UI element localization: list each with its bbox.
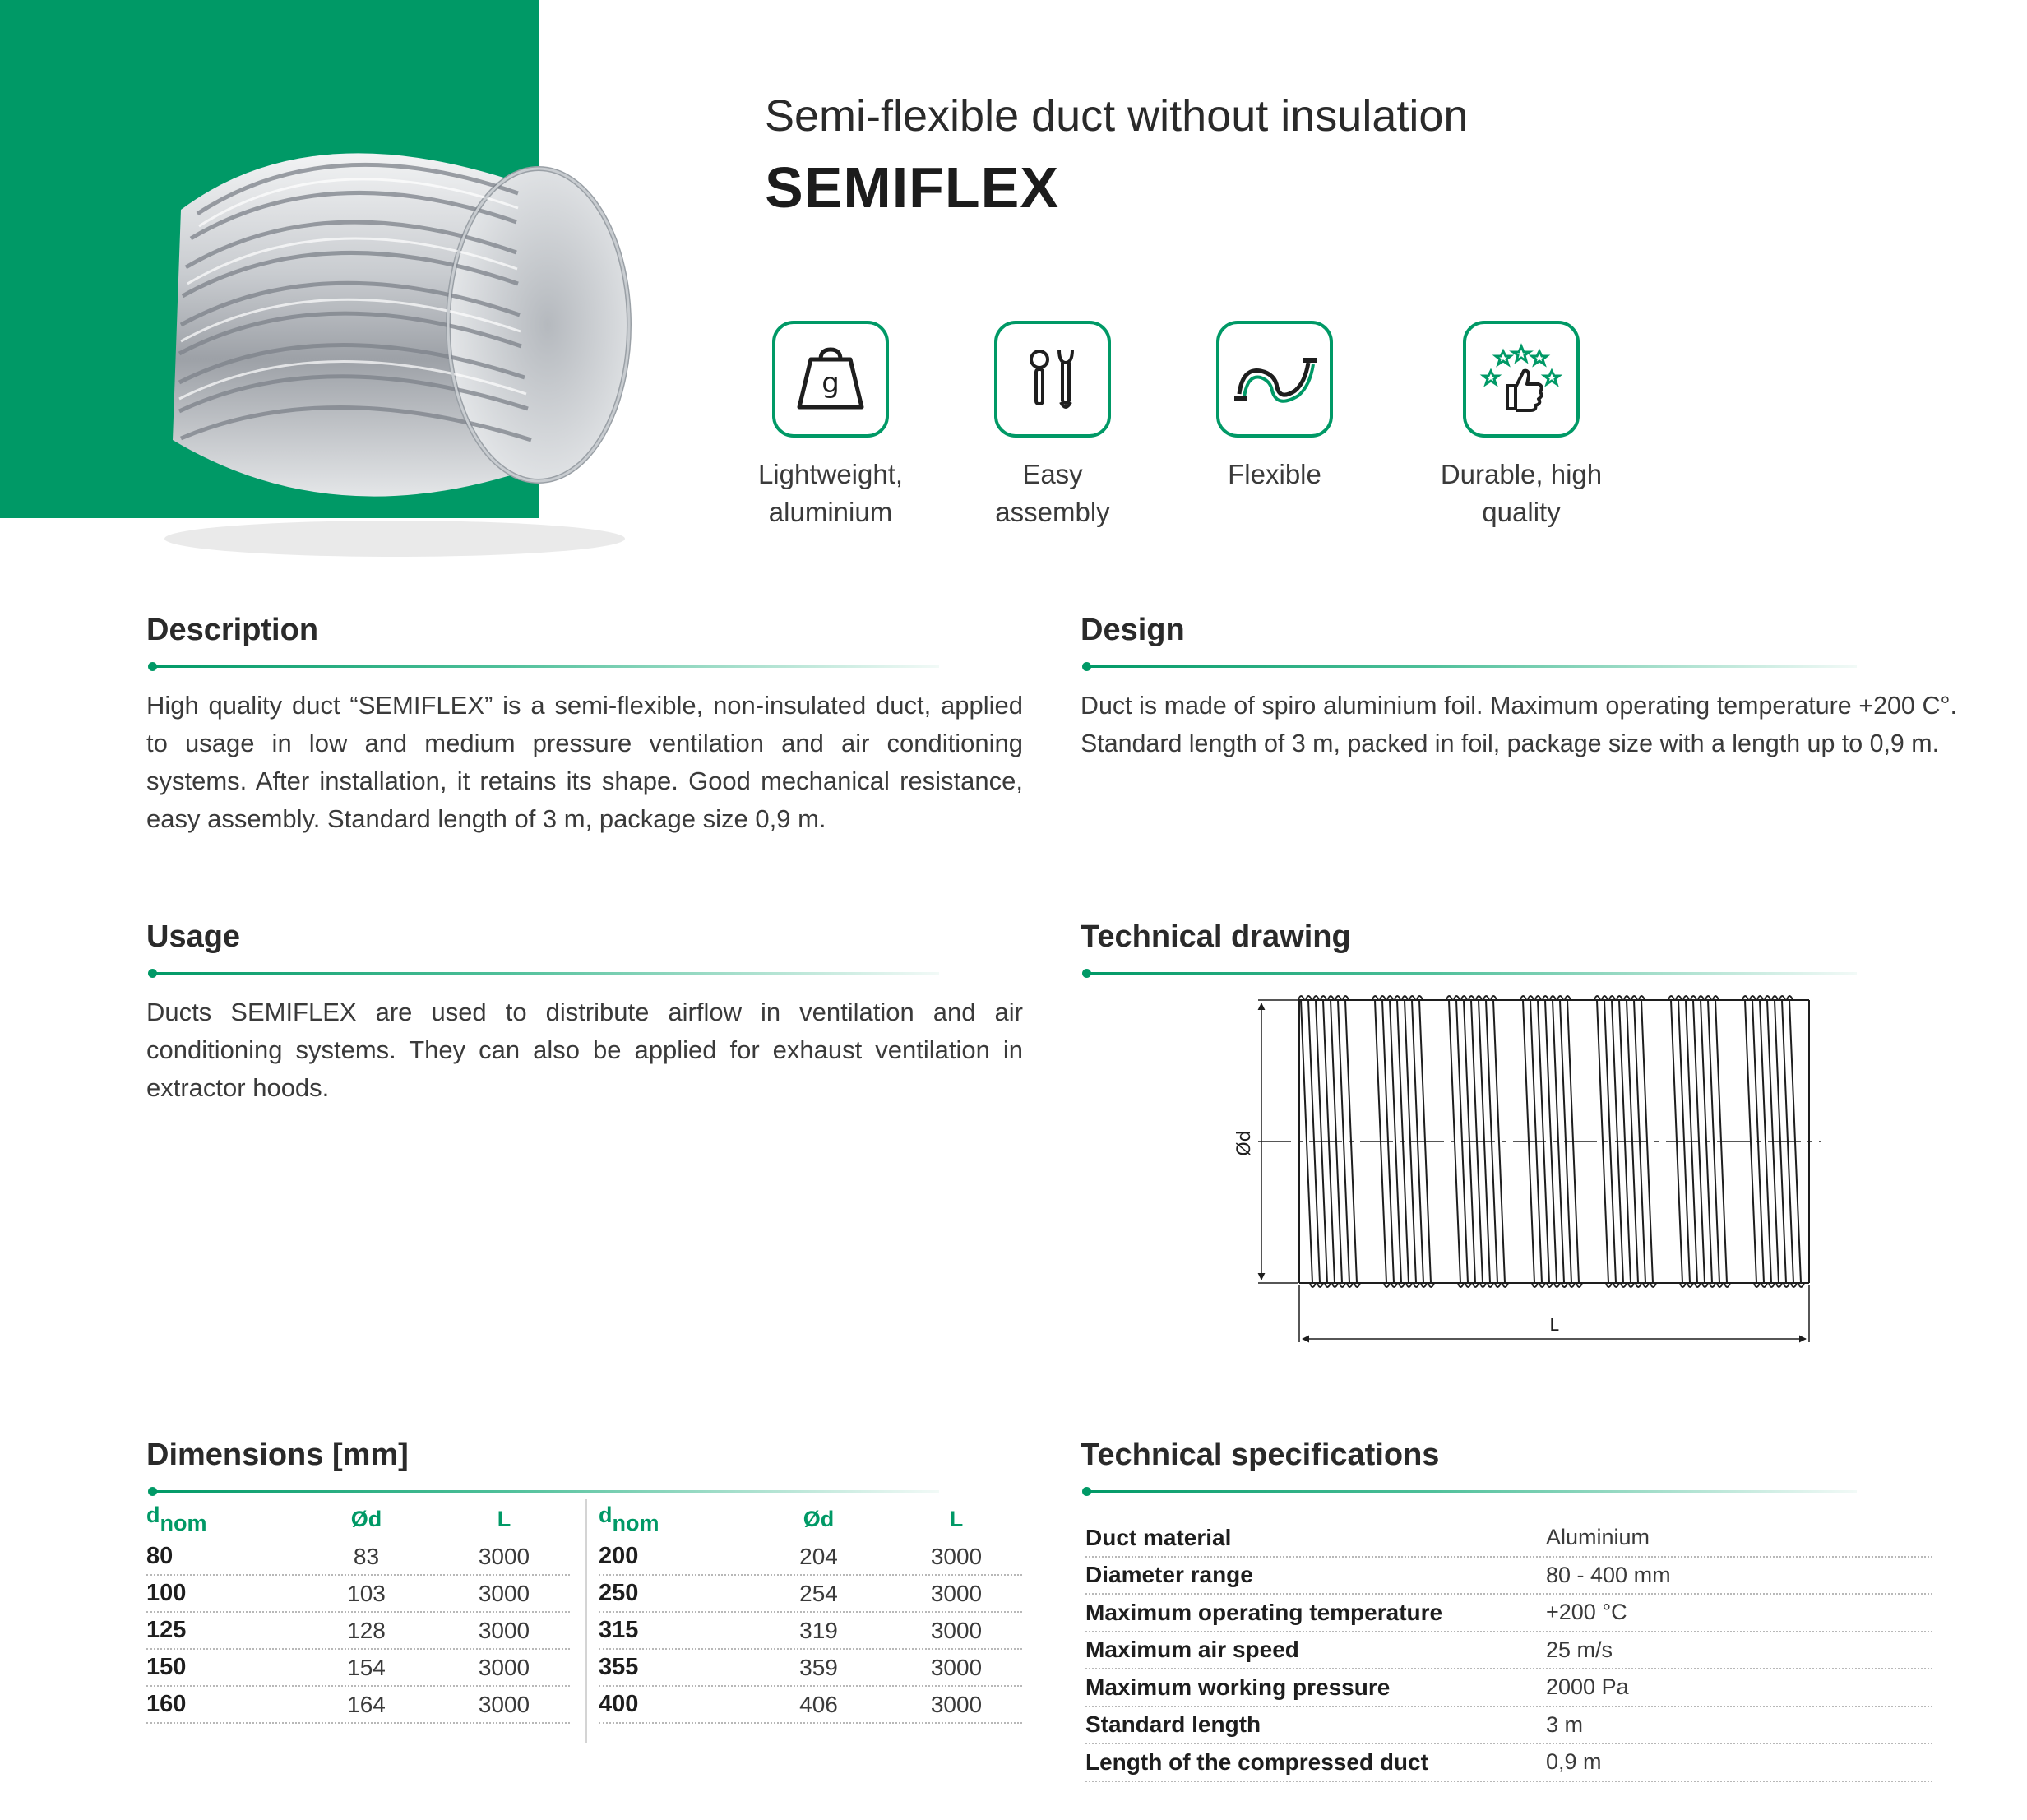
spec-value: 80 - 400 mm — [1546, 1562, 1671, 1587]
dnom-cell: 315 — [599, 1617, 639, 1643]
weight-icon-letter: g — [821, 367, 840, 400]
od-header: Ød — [350, 1506, 382, 1531]
dimensions-column-divider — [585, 1499, 587, 1743]
diameter-label: Ød — [1234, 1130, 1255, 1156]
od-cell: 154 — [347, 1654, 386, 1680]
feature-flexible — [1176, 321, 1373, 493]
product-title: SEMIFLEX — [765, 155, 1060, 220]
spec-label: Duct material — [1085, 1524, 1232, 1550]
dnom-cell: 400 — [599, 1691, 639, 1717]
length-cell: 3000 — [478, 1580, 530, 1606]
spec-value: 25 m/s — [1546, 1637, 1613, 1662]
od-cell: 204 — [799, 1543, 838, 1569]
specifications-divider — [1084, 1490, 1857, 1493]
length-label: L — [1549, 1315, 1559, 1335]
description-divider — [150, 665, 939, 668]
dnom-cell: 250 — [599, 1580, 639, 1606]
usage-heading: Usage — [146, 919, 241, 954]
thumbs-up-stars-icon — [1463, 321, 1580, 438]
dnom-cell: 200 — [599, 1543, 639, 1569]
tools-icon — [994, 321, 1111, 438]
table-row — [599, 1650, 1022, 1687]
technical-drawing-divider — [1084, 972, 1857, 975]
dnom-cell: 100 — [146, 1580, 187, 1606]
flexible-duct-icon — [1216, 321, 1333, 438]
duct-product-photo — [132, 78, 666, 563]
length-cell: 3000 — [478, 1654, 530, 1680]
od-cell: 164 — [347, 1691, 386, 1717]
design-heading: Design — [1081, 613, 1185, 647]
feature-label: Lightweight, aluminium — [757, 459, 904, 527]
length-cell: 3000 — [930, 1654, 983, 1680]
spec-label: Maximum working pressure — [1085, 1674, 1391, 1700]
weight-icon — [772, 321, 889, 438]
spec-label: Diameter range — [1085, 1562, 1253, 1588]
length-cell: 3000 — [930, 1580, 983, 1606]
feature-label: Easy assembly — [995, 459, 1110, 527]
design-text: Duct is made of spiro aluminium foil. Maximum operating temperature +200 C°. Standard length of 3 m, packed in foil, package size with a length up to 0,9 m. — [1081, 692, 1957, 757]
od-cell: 319 — [799, 1617, 838, 1643]
design-divider — [1084, 665, 1857, 668]
spec-row — [1085, 1595, 1932, 1632]
dimensions-header-row — [146, 1499, 570, 1539]
dnom-cell: 125 — [146, 1617, 187, 1643]
spec-value: 2000 Pa — [1546, 1674, 1629, 1700]
table-row — [599, 1687, 1022, 1724]
spec-label: Standard length — [1085, 1711, 1261, 1738]
dimensions-divider — [150, 1490, 939, 1493]
length-header: L — [497, 1506, 511, 1531]
table-row — [146, 1613, 570, 1650]
spec-row — [1085, 1744, 1932, 1782]
feature-easy-assembly — [954, 321, 1151, 531]
spec-row — [1085, 1707, 1932, 1745]
table-row — [146, 1687, 570, 1724]
od-cell: 128 — [347, 1617, 386, 1643]
dnom-cell: 150 — [146, 1654, 187, 1680]
length-cell: 3000 — [930, 1617, 983, 1643]
feature-label: Flexible — [1228, 459, 1321, 489]
spec-row — [1085, 1669, 1932, 1707]
spec-value: Aluminium — [1546, 1525, 1650, 1550]
dimensions-header-row — [599, 1499, 1022, 1539]
spec-value: 0,9 m — [1546, 1749, 1602, 1775]
spec-row — [1085, 1632, 1932, 1670]
spec-row — [1085, 1558, 1932, 1595]
table-row — [146, 1539, 570, 1576]
feature-label: Durable, high quality — [1440, 459, 1603, 527]
spec-value: 3 m — [1546, 1711, 1584, 1737]
description-text: High quality duct “SEMIFLEX” is a semi-flexible, non-insulated duct, applied to usage in low and medium pressure ventilation and air conditioning systems. After installation, it retains its shape. Good mechanical resistance, easy assembly. Standard length of 3 m, package size 0,9 m. — [146, 691, 1023, 833]
dimensions-table-left — [146, 1499, 570, 1724]
dnom-cell: 355 — [599, 1654, 639, 1680]
table-row — [599, 1576, 1022, 1613]
technical-drawing-heading: Technical drawing — [1081, 919, 1351, 954]
usage-text: Ducts SEMIFLEX are used to distribute airflow in ventilation and air conditioning systems. They can also be applied for exhaust ventilation in extractor hoods. — [146, 998, 1023, 1102]
dnom-cell: 80 — [146, 1543, 174, 1569]
length-cell: 3000 — [478, 1617, 530, 1643]
length-cell: 3000 — [478, 1691, 530, 1717]
table-row — [599, 1539, 1022, 1576]
dnom-cell: 160 — [146, 1691, 187, 1717]
spec-label: Length of the compressed duct — [1085, 1748, 1428, 1775]
od-cell: 406 — [799, 1691, 838, 1717]
specifications-heading: Technical specifications — [1081, 1438, 1440, 1472]
dnom-header: dnom — [146, 1502, 207, 1535]
table-row — [146, 1576, 570, 1613]
specifications-table — [1085, 1520, 1932, 1782]
table-row — [599, 1613, 1022, 1650]
description-heading: Description — [146, 613, 319, 647]
length-cell: 3000 — [478, 1543, 530, 1569]
product-subtitle: Semi-flexible duct without insulation — [765, 91, 1469, 141]
od-cell: 359 — [799, 1654, 838, 1680]
length-cell: 3000 — [930, 1543, 983, 1569]
table-row — [146, 1650, 570, 1687]
dnom-header: dnom — [599, 1502, 659, 1535]
technical-drawing — [1209, 987, 1826, 1349]
feature-durable — [1423, 321, 1620, 531]
length-cell: 3000 — [930, 1691, 983, 1717]
length-header: L — [949, 1506, 964, 1531]
od-cell: 254 — [799, 1580, 838, 1606]
dimensions-table-right — [599, 1499, 1022, 1724]
spec-label: Maximum air speed — [1085, 1637, 1299, 1663]
dimensions-heading: Dimensions [mm] — [146, 1438, 409, 1472]
od-cell: 103 — [347, 1580, 386, 1606]
od-header: Ød — [803, 1506, 835, 1531]
usage-divider — [150, 972, 939, 975]
spec-row — [1085, 1520, 1932, 1558]
od-cell: 83 — [353, 1543, 380, 1569]
spec-label: Maximum operating temperature — [1085, 1599, 1443, 1625]
feature-lightweight — [732, 321, 929, 531]
spec-value: +200 °C — [1546, 1600, 1627, 1625]
